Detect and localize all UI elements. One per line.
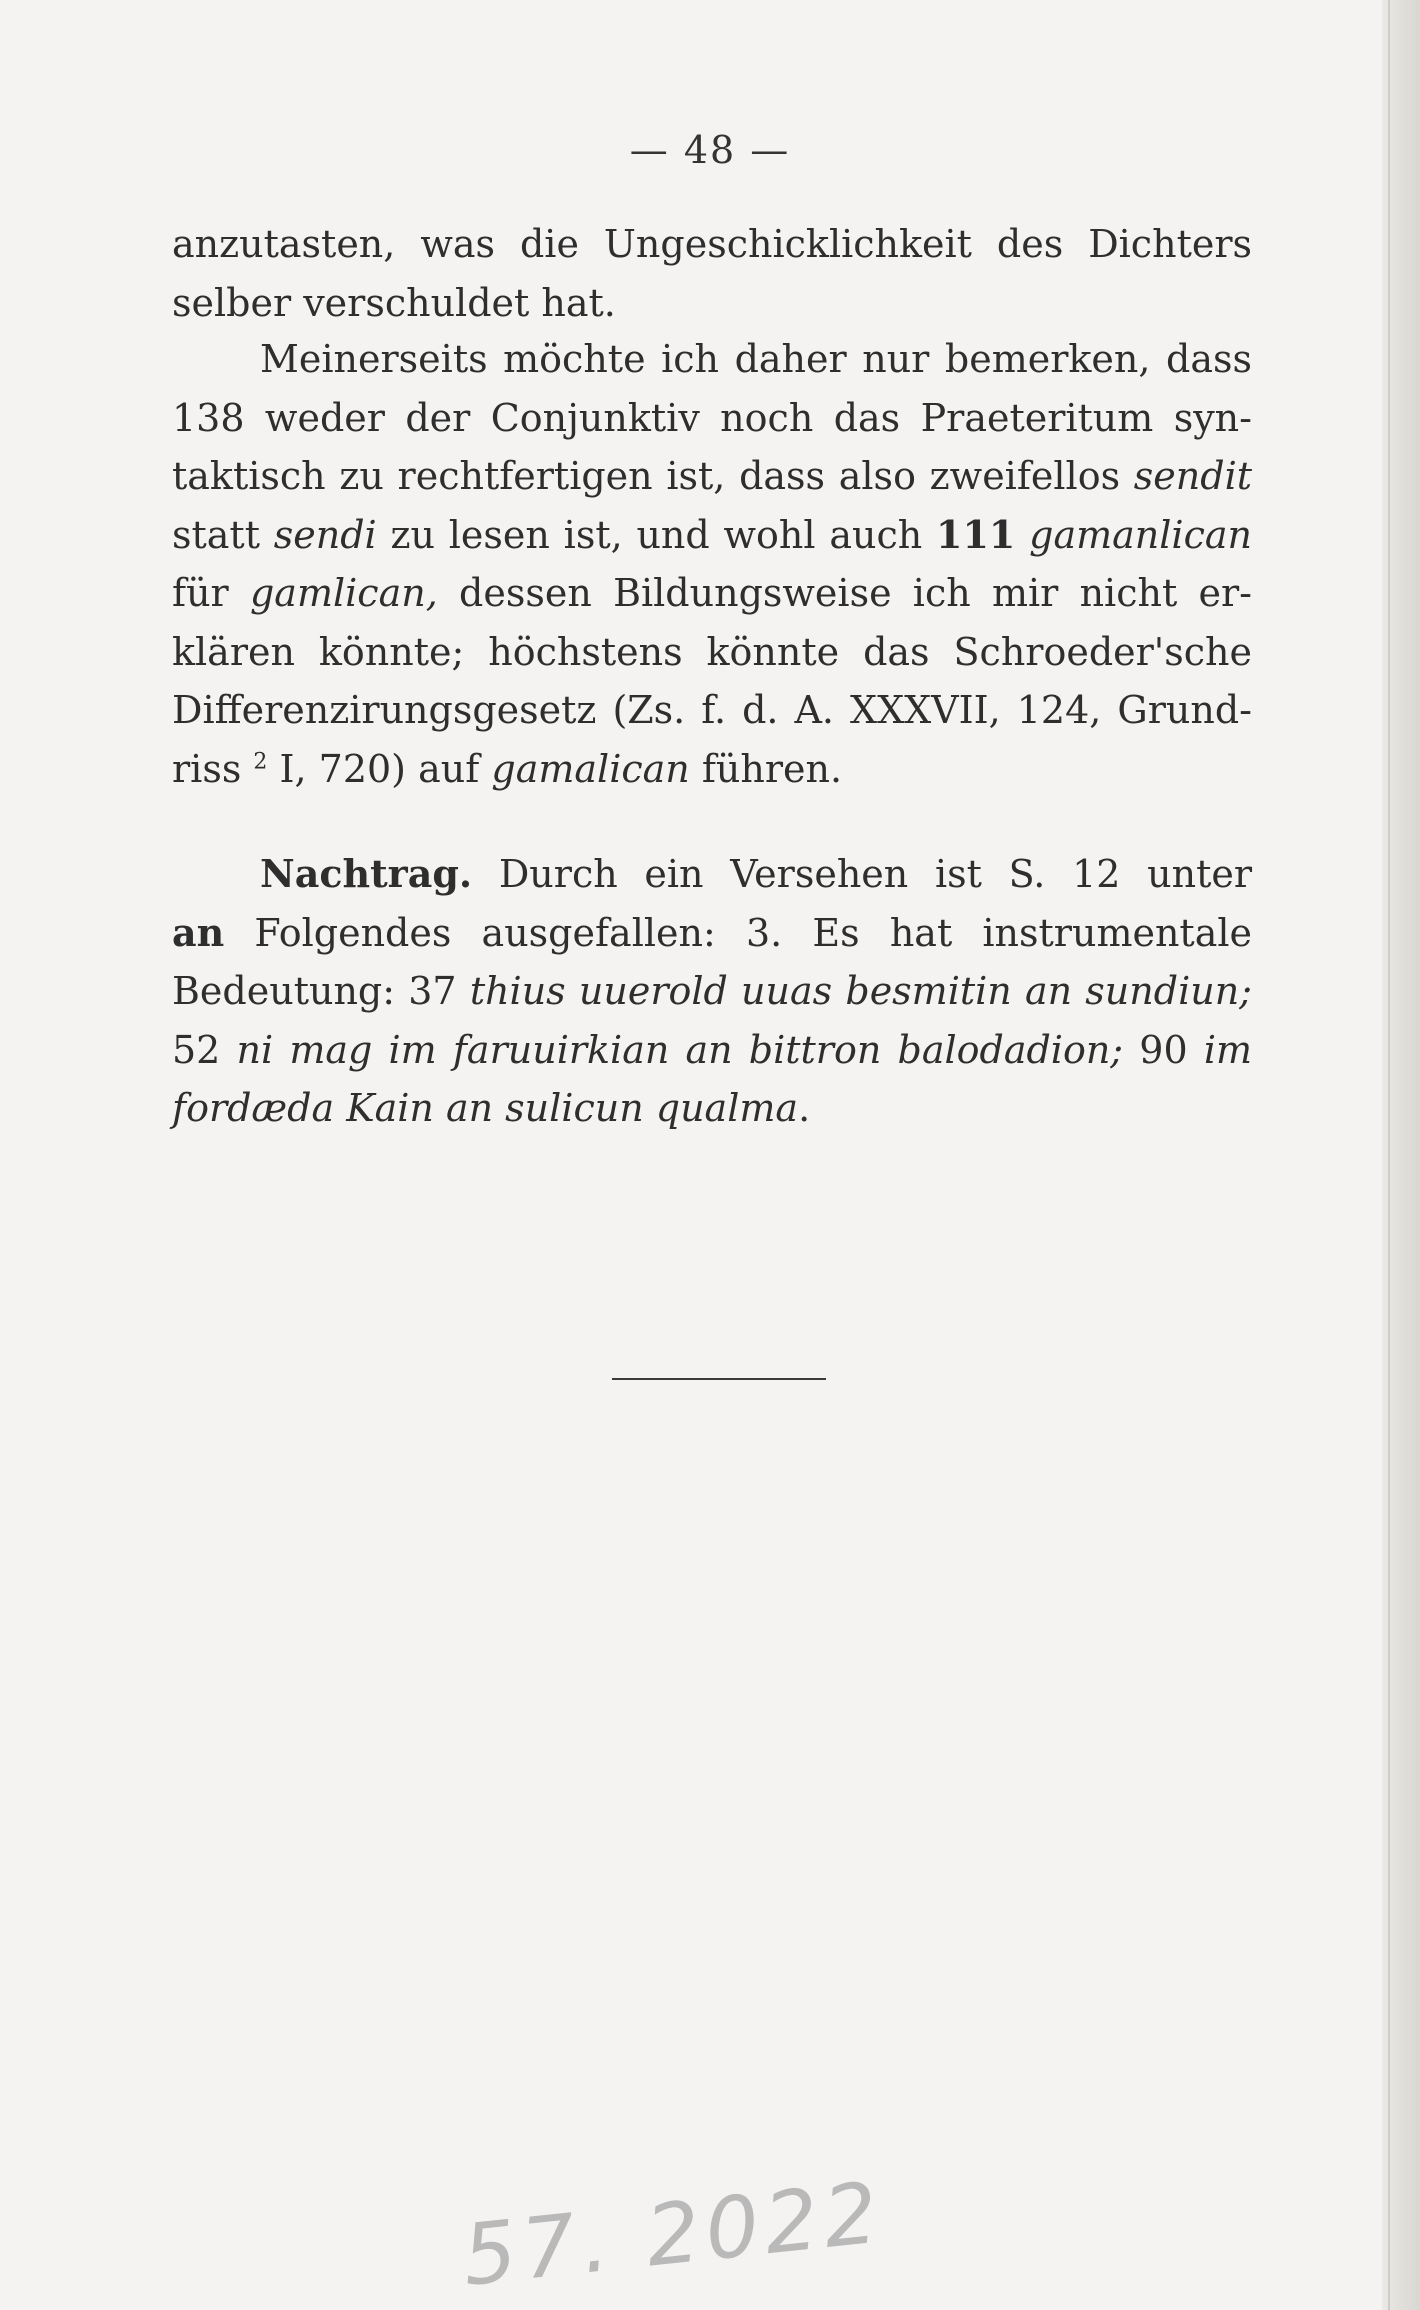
paragraph-1-line-2: selber verschuldet hat.: [172, 280, 616, 325]
text-run: 52: [172, 1027, 237, 1072]
text-run: Folgendes ausgefallen: 3. Es hat instrumentale: [224, 910, 1252, 955]
text-run: [1015, 513, 1029, 557]
text-run: für: [172, 571, 250, 615]
italic-quote-37: thius uuerold uuas besmitin an sundiun;: [469, 969, 1252, 1013]
bold-word-an: an: [172, 909, 225, 955]
paragraph-3-line-1: [172, 845, 1252, 904]
text-run: statt: [172, 512, 274, 557]
italic-word-gamlican: gamlican,: [249, 571, 438, 615]
handwritten-pencil-note: 57. 2022: [458, 2163, 889, 2305]
paragraph-3-line-3: [172, 962, 1252, 1021]
paragraph-1-line-1: anzutasten, was die Ungeschicklichkeit des Dichters: [172, 222, 1252, 266]
superscript-edition: 2: [253, 748, 268, 774]
text-run: I, 720) auf: [267, 746, 492, 791]
text-run: zu lesen ist, und wohl auch: [376, 512, 936, 557]
paragraph-2-line-4: [172, 506, 1252, 565]
paragraph-2-line-3: [172, 447, 1252, 506]
paragraph-3-line-5: [172, 1079, 1252, 1138]
italic-word-sendi: sendi: [273, 512, 377, 557]
italic-quote-52: ni mag im faruuirkian an bittron balodadion;: [236, 1027, 1124, 1072]
paragraph-2-line-5: [172, 564, 1252, 623]
paragraph-2: [172, 330, 1252, 798]
italic-word-sendit: sendit: [1133, 454, 1252, 498]
paragraph-3-line-4: [172, 1021, 1252, 1080]
paragraph-1: [172, 215, 1252, 332]
text-run: Bedeutung: 37: [172, 969, 470, 1013]
text-run: führen.: [689, 746, 843, 791]
paragraph-3-nachtrag: [172, 845, 1252, 1138]
nachtrag-heading: Nachtrag.: [260, 851, 473, 896]
bold-verse-number: 111: [936, 511, 1016, 557]
paragraph-3-line-2: [172, 904, 1252, 963]
paragraph-2-line-2: 138 weder der Conjunktiv noch das Praeteritum syn-: [172, 395, 1252, 440]
text-run: taktisch zu rechtfertigen ist, dass also zweifellos: [172, 454, 1134, 498]
italic-word-gamanlican: gamanlican: [1029, 512, 1252, 557]
text-run: dessen Bildungsweise ich mir nicht er-: [437, 571, 1252, 615]
italic-quote-90-start: im: [1203, 1027, 1253, 1072]
paragraph-2-line-1: Meinerseits möchte ich daher nur bemerken, dass: [260, 337, 1252, 381]
scan-edge-line: [1388, 0, 1390, 2310]
paragraph-2-line-8: [172, 740, 1252, 799]
paragraph-2-line-6: klären könnte; höchstens könnte das Schroeder'sche: [172, 629, 1252, 674]
text-run: 90: [1123, 1027, 1204, 1072]
italic-word-gamalican: gamalican: [491, 746, 690, 791]
paragraph-2-line-7: Differenzirungsgesetz (Zs. f. d. A. XXXVII, 124, Grund-: [172, 688, 1252, 732]
page-number: — 48 —: [629, 128, 791, 172]
text-run: riss: [172, 746, 254, 791]
end-rule: [612, 1378, 826, 1380]
text-run: .: [798, 1086, 811, 1130]
text-run: Durch ein Versehen ist S. 12 unter: [472, 852, 1252, 896]
italic-quote-90-end: fordæda Kain an sulicun qualma: [172, 1086, 799, 1130]
